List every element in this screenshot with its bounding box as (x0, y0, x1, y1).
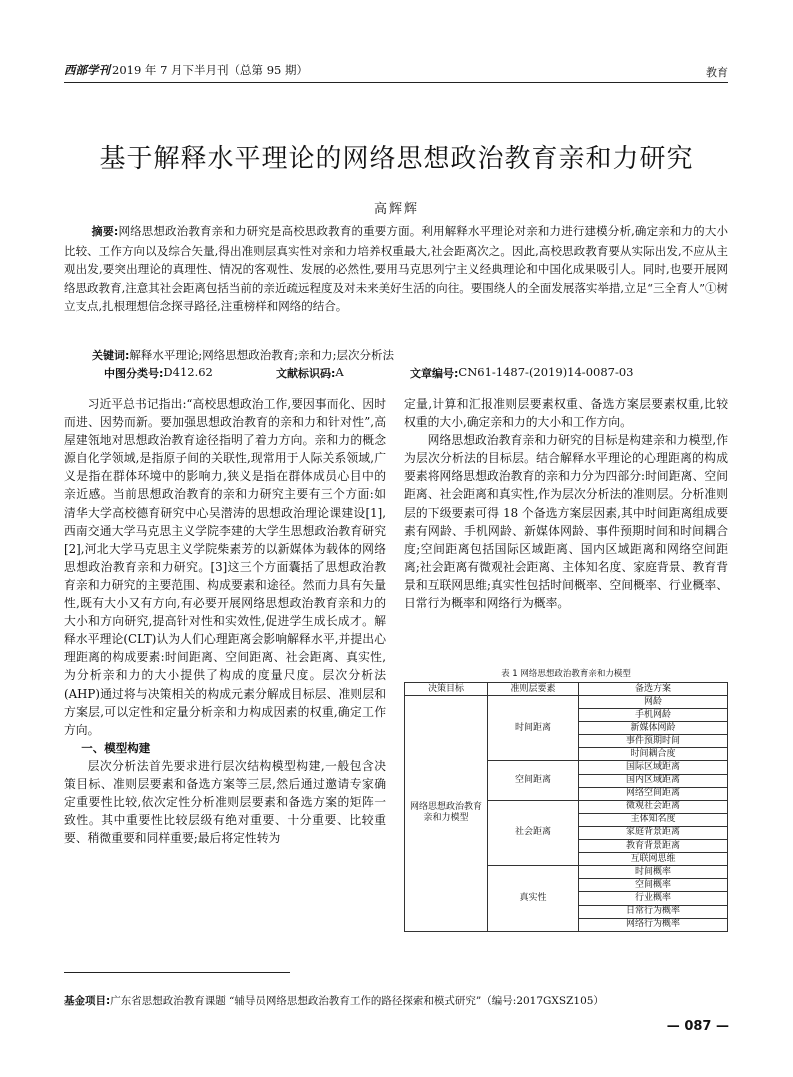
right-column (404, 395, 728, 612)
header-left (64, 62, 308, 78)
option-cell: 行业概率 (579, 892, 728, 905)
option-cell: 互联网思维 (579, 853, 728, 866)
clc-label: 中图分类号: (104, 367, 164, 380)
option-cell: 主体知名度 (579, 813, 728, 826)
clc-number (104, 365, 213, 381)
option-cell: 家庭背景距离 (579, 826, 728, 839)
page-number: — 087 — (666, 1019, 729, 1034)
criterion-cell: 社会距离 (488, 800, 579, 865)
section-heading: 一、模型构建 (81, 740, 151, 755)
criterion-cell: 时间距离 (488, 696, 579, 761)
fund-label: 基金项目: (64, 995, 111, 1007)
option-cell: 新媒体网龄 (579, 722, 728, 735)
section-label: 教育 (706, 66, 728, 79)
paragraph: 定量,计算和汇报准则层要素权重、备选方案层要素权重,比较权重的大小,确定亲和力的大小和工作方向。 (404, 397, 728, 430)
option-cell: 手机网龄 (579, 709, 728, 722)
table-header: 决策目标 (405, 683, 488, 696)
abstract-text: 网络思想政治教育亲和力研究是高校思政教育的重要方面。利用解释水平理论对亲和力进行建模分析,确定亲和力的大小比较、工作方向以及综合矢量,得出准则层真实性对亲和力培养权重最大,社会距离次之。因此,高校思政教育要从实际出发,不应从主观出发,要突出理论的真理性、情况的客观性、发展的必然性,要用马克思列宁主义经典理论和中国化成果吸引人。同时,也要开展网络思政教育,注意其社会距离包括当前的亲近疏远程度及对未来美好生活的向往。要围绕人的全面发展落实举措,立足“三全育人”①树立支点,扎根理想信念探寻路径,注重榜样和网络的结合。 (64, 224, 728, 314)
criterion-cell: 空间距离 (488, 761, 579, 800)
option-cell: 事件预期时间 (579, 735, 728, 748)
keywords-text: 解释水平理论;网络思想政治教育;亲和力;层次分析法 (129, 348, 395, 362)
article-value: CN61-1487-(2019)14-0087-03 (458, 365, 634, 379)
option-cell: 时间概率 (579, 866, 728, 879)
article-title: 基于解释水平理论的网络思想政治教育亲和力研究 (99, 144, 694, 174)
running-header (64, 62, 728, 78)
table-header: 准则层要素 (488, 683, 579, 696)
option-cell: 微观社会距离 (579, 800, 728, 813)
article-label: 文章编号: (410, 367, 459, 380)
option-cell: 国内区域距离 (579, 774, 728, 787)
paragraph: 网络思想政治教育亲和力研究的目标是构建亲和力模型,作为层次分析法的目标层。结合解释水平理论的心理距离的构成要素将网络思想政治教育的亲和力分为四部分:时间距离、空间距离、社会距离和真实性,作为层次分析法的准则层。分析准则层的下级要素可得 18 个备选方案层因素,其中时间距离组成要素有网龄、手机网龄、新媒体网龄、事件预期时间和时间耦合度;空间距离包括国际区域距离、国内区域距离和网络空间距离;社会距离有微观社会距离、主体知名度、家庭背景、教育背景和互联网思维;真实性包括时间概率、空间概率、行业概率、日常行为概率和网络行为概率。 (404, 433, 728, 611)
option-cell: 国际区域距离 (579, 761, 728, 774)
option-cell: 空间概率 (579, 879, 728, 892)
option-cell: 时间耦合度 (579, 748, 728, 761)
table-header: 备选方案 (579, 683, 728, 696)
criterion-cell: 真实性 (488, 866, 579, 931)
abstract-label: 摘要: (91, 225, 119, 238)
doc-label: 文献标识码: (276, 367, 336, 380)
header-rule (64, 82, 728, 83)
author-name: 高辉辉 (373, 202, 419, 217)
model-table (404, 682, 728, 932)
option-cell: 日常行为概率 (579, 905, 728, 918)
table-caption: 表 1 网络思想政治教育亲和力模型 (501, 669, 631, 679)
clc-value: D412.62 (163, 365, 213, 379)
footnote-rule (64, 972, 290, 973)
paragraph: 习近平总书记指出:“高校思想政治工作,要因事而化、因时而进、因势而新。要加强思想政治教育的亲和力和针对性”,高屋建瓴地对思想政治教育途径指明了着力方向。亲和力的概念源自化学领域,是指原子间的关联性,现常用于人际关系领域,广义是指在群体环境中的影响力,狭义是指在群体成员心目中的亲近感。当前思想政治教育的亲和力研究主要有三个方面:如清华大学高校德育研究中心吴潜涛的思想政治理论课建设[1],西南交通大学马克思主义学院李建的大学生思想政治教育研究[2],河北大学马克思主义学院柴素芳的以新媒体为载体的网络思想政治教育亲和力研究。[3]这三个方面囊括了思想政治教育亲和力研究的主要范围、构成要素和途径。然而力具有矢量性,既有大小又有方向,有必要开展网络思想政治教育亲和力的大小和方向研究,提高针对性和实效性,促进学生成长成才。解释水平理论(CLT)认为人们心理距离会影响解释水平,并提出心理距离的构成要素:时间距离、空间距离、社会距离、真实性,为分析亲和力的大小提供了构成的度量尺度。层次分析法(AHP)通过将与决策相关的构成元素分解成目标层、准则层和方案层,可以定性和定量分析亲和力构成因素的权重,确定工作方向。 (64, 397, 386, 737)
decision-goal-cell: 网络思想政治教育亲和力模型 (405, 696, 488, 932)
keywords (92, 347, 394, 363)
doc-value: A (335, 365, 344, 379)
left-column (64, 395, 386, 847)
table-row (405, 696, 728, 709)
option-cell: 网龄 (579, 696, 728, 709)
table-header-row (405, 683, 728, 696)
fund-note (64, 993, 604, 1008)
option-cell: 网络行为概率 (579, 918, 728, 931)
fund-text: 广东省思想政治教育课题 “辅导员网络思想政治教育工作的路径探索和模式研究”（编号:2017GXSZ105） (110, 995, 604, 1007)
abstract (64, 222, 728, 316)
article-number (410, 365, 634, 381)
paragraph: 层次分析法首先要求进行层次结构模型构建,一般包含决策目标、准则层要素和备选方案等三层,然后通过邀请专家确定重要性比较,依次定性分析准则层要素和备选方案的矩阵一致性。其中重要性比较层级有绝对重要、十分重要、比较重要、稍微重要和同样重要;最后将定性转为 (64, 758, 386, 846)
keywords-label: 关键词: (92, 349, 130, 362)
option-cell: 网络空间距离 (579, 787, 728, 800)
issue-info: 2019 年 7 月下半月刊（总第 95 期） (112, 63, 308, 77)
journal-logo: 西部学刊 (64, 63, 110, 77)
option-cell: 教育背景距离 (579, 840, 728, 853)
doc-code (276, 365, 344, 381)
